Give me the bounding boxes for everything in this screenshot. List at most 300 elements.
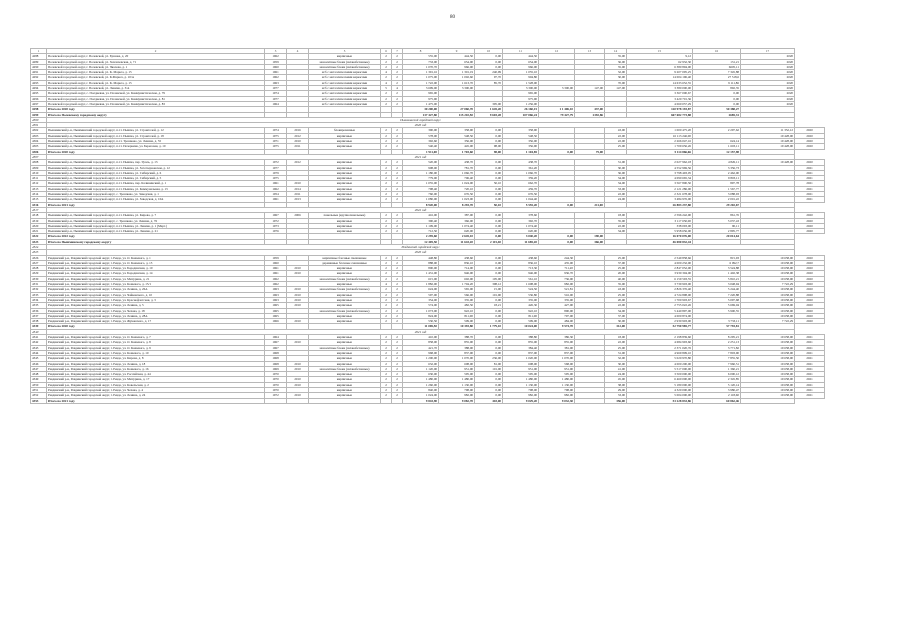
table-cell: 0,00 <box>475 372 503 377</box>
table-cell: Ревдинский р-н, Ревдинский городской округ, г. Ревда, ул. О. Кошевого, д. 13 <box>47 260 265 265</box>
table-cell: 9 082,70 <box>439 398 475 403</box>
table-cell: 1 066,70 <box>439 170 475 175</box>
table-cell: 0,00 <box>475 128 503 133</box>
table-cell: 0,00 <box>475 59 503 64</box>
table-cell: 0,00 <box>475 234 503 239</box>
table-cell: 2 371 020,76 <box>627 345 693 350</box>
table-cell: 1 200,00 <box>403 356 439 361</box>
column-header: 8 <box>403 49 439 54</box>
table-cell: 2 <box>381 133 392 138</box>
table-cell: 19 658,00 <box>741 356 795 361</box>
table-cell: 4322 <box>31 234 47 239</box>
table-cell: 602,00 <box>439 276 475 281</box>
table-cell: 3 300,00 <box>439 86 475 91</box>
table-cell: 2 <box>392 292 403 297</box>
table-cell: кирпичные блочные смешанные <box>309 255 381 260</box>
table-cell: 0,00 <box>475 133 503 138</box>
table-cell: 2 <box>392 361 403 366</box>
table-cell: 2 <box>381 350 392 355</box>
table-cell: 908,00 <box>403 165 439 170</box>
table-cell: 1 024,00 <box>439 181 475 186</box>
table-cell: 2021 <box>795 197 825 202</box>
table-cell: 36,00 <box>605 59 627 64</box>
table-cell: 236,00 <box>475 356 503 361</box>
table-cell: 516,00 <box>539 292 575 297</box>
table-cell: 855,00 <box>503 340 539 345</box>
table-cell: 5 517 000,00 <box>627 366 693 371</box>
table-cell: Ревдинский р-н, Ревдинский городской округ, г. Ревда, ул. Ковельская, д. 2 <box>47 382 265 387</box>
table-cell: 115 210,50 <box>439 112 475 117</box>
table-cell: Полевской городской округ, г. Полевской, ул. К. Маркса, д. 15 <box>47 70 265 75</box>
row-number: 4307 <box>31 154 47 159</box>
table-cell: 50 388,27 <box>693 107 741 112</box>
table-cell: 2 <box>381 144 392 149</box>
table-cell: 837,00 <box>503 350 539 355</box>
table-cell: 4 <box>381 70 392 75</box>
table-cell: 1 475,00 <box>403 101 439 106</box>
table-cell: 22,00 <box>605 340 627 345</box>
table-cell: 2020 <box>795 255 825 260</box>
table-cell: 4335 <box>31 303 47 308</box>
table-cell: 548,50 <box>503 133 539 138</box>
table-cell: 1 480,00 <box>503 377 539 382</box>
table-cell: 22,00 <box>605 223 627 228</box>
table-cell: 662,70 <box>503 181 539 186</box>
table-cell: Полевской городской округ, с. Полдневая, ул. Полевской, ул. Коммунистическая, д. 79 <box>47 91 265 96</box>
table-cell: 0,00 <box>693 91 741 96</box>
table-cell: Пышминский р-н, Пышминский городской округ, п.г.т. Пышма, ул. Строителей, д. 18 <box>47 133 265 138</box>
table-cell: кирпичные <box>309 393 381 398</box>
table-cell: 509,00 <box>503 319 539 324</box>
table-cell: 2 118,60 <box>693 393 741 398</box>
table-cell: 2 <box>392 160 403 165</box>
table-cell: 22,00 <box>605 139 627 144</box>
table-cell: 482,50 <box>439 303 475 308</box>
table-cell: 0,00 <box>475 170 503 175</box>
table-cell: 33,00 <box>605 186 627 191</box>
table-cell: 0,00 <box>475 186 503 191</box>
table-cell: 2 <box>381 276 392 281</box>
table-cell: 45,00 <box>605 377 627 382</box>
table-cell: кирпичные <box>309 139 381 144</box>
table-cell: 4353 <box>31 398 47 403</box>
table-cell: 2 <box>381 271 392 276</box>
table-cell: 2020 <box>795 292 825 297</box>
table-cell: 1 074,40 <box>503 223 539 228</box>
table-cell: 35,00 <box>605 64 627 69</box>
table-cell: 2 596 242,90 <box>627 213 693 218</box>
table-cell: 4294 <box>31 86 47 91</box>
table-cell <box>287 398 309 403</box>
table-cell: 147,00 <box>575 86 605 91</box>
table-cell <box>265 398 287 403</box>
year-title: 2020 год <box>47 123 795 128</box>
table-cell: 1 608,00 <box>503 282 539 287</box>
table-cell: Полевской городской округ, г. Полевской, ул. Ершова, д. 20 <box>47 54 265 59</box>
table-cell: 7 855,50 <box>693 356 741 361</box>
table-cell: 1962 <box>265 282 287 287</box>
table-cell: 608,00 <box>439 361 475 366</box>
table-cell: 15,00 <box>475 287 503 292</box>
table-cell: Пышминский р-н, Пышминский городской округ, п.г.т. Пышма, ул. Строителей, д. 12 <box>47 128 265 133</box>
housing-register-table <box>30 48 825 404</box>
table-cell: 1961 <box>265 266 287 271</box>
table-cell: Итого по Пышминскому городскому округу <box>47 239 265 244</box>
table-cell: 1954 <box>265 192 287 197</box>
table-cell: 1 645,20 <box>475 107 503 112</box>
table-cell: 359,20 <box>503 176 539 181</box>
table-cell: Пышминский р-н, Пышминский городской округ, п.г.т. Печеркина, ул. Береговая, д. 10 <box>47 144 265 149</box>
table-cell: Пышминский р-н, Пышминский городской округ, п.г.т. Пышма, ул. Коммунальная, д. 13 <box>47 186 265 191</box>
table-cell: 1 360,21 <box>693 366 741 371</box>
table-cell: 1961 <box>265 197 287 202</box>
column-header: 7 <box>392 49 403 54</box>
table-cell: 105,00 <box>475 276 503 281</box>
table-cell: 9 843,90 <box>403 398 439 403</box>
table-cell: кирпичные <box>309 292 381 297</box>
table-cell: Ревдинский р-н, Ревдинский городской округ, г. Ревда, ул. О. Кошевого, д. 1 <box>47 255 265 260</box>
table-cell: 4303 <box>31 133 47 138</box>
table-cell: 18,00 <box>605 335 627 340</box>
table-cell: 0,00 <box>475 313 503 318</box>
table-cell: 620,00 <box>439 229 475 234</box>
table-cell: 2 321 678,00 <box>627 192 693 197</box>
table-cell: 2 <box>392 186 403 191</box>
column-header: 5 <box>309 49 381 54</box>
table-cell: 2 <box>381 139 392 144</box>
column-header: 13 <box>575 49 605 54</box>
table-cell: 2021 <box>795 361 825 366</box>
table-cell: 60 862,46 <box>693 398 741 403</box>
table-cell: 410,00 <box>403 335 439 340</box>
table-cell: Пышминский р-н, Пышминский городской округ, с. Трошково, ул. Заводская, д. 1 <box>47 192 265 197</box>
table-cell: Ревдинский р-н, Ревдинский городской округ, г. Ревда, ул. Российская, д. 44 <box>47 372 265 377</box>
table-cell: 2021 <box>795 356 825 361</box>
table-cell: 3 356,73 <box>693 165 741 170</box>
table-cell: 1977 <box>265 165 287 170</box>
table-cell: 2 <box>381 313 392 318</box>
table-cell: 1979 <box>265 170 287 175</box>
table-cell: 936,70 <box>539 271 575 276</box>
table-cell: 2 <box>381 260 392 265</box>
table-cell: 5 669,04 <box>693 303 741 308</box>
table-cell: 3 300,00 <box>503 86 539 91</box>
table-cell: 2020 <box>741 91 795 96</box>
table-cell: 2021 <box>795 382 825 387</box>
table-cell: 975,90 <box>503 96 539 101</box>
table-cell: 798,00 <box>439 388 475 393</box>
table-cell: 34,00 <box>605 308 627 313</box>
table-cell: 16 113 246,00 <box>627 133 693 138</box>
table-cell: монолитные блоки (шлакобетонные) <box>309 287 381 292</box>
table-cell: 2010 <box>287 319 309 324</box>
table-cell: 2012 <box>287 160 309 165</box>
row-number: 4300 <box>31 117 47 122</box>
table-cell: 2 <box>381 340 392 345</box>
table-cell: 35,00 <box>605 282 627 287</box>
table-cell: 4 <box>392 86 403 91</box>
table-cell: 1 480,00 <box>439 377 475 382</box>
table-cell: Итого по 2020 году <box>47 107 265 112</box>
table-cell: 444,50 <box>439 54 475 59</box>
table-cell: 2020 <box>795 139 825 144</box>
table-cell: 1 911,00 <box>403 149 439 154</box>
table-cell: 2006 <box>287 213 309 218</box>
table-cell: 5 114 866,66 <box>627 149 693 154</box>
table-cell: 1 704,20 <box>439 282 475 287</box>
column-header: 1 <box>31 49 47 54</box>
table-cell: 2014 <box>287 186 309 191</box>
table-cell: 2020 <box>741 54 795 59</box>
table-cell: 2 <box>381 255 392 260</box>
table-cell: 4306 <box>31 149 47 154</box>
column-header: 3 <box>265 49 287 54</box>
table-cell: 11 685,20 <box>503 239 539 244</box>
table-cell: 1972 <box>265 160 287 165</box>
table-cell: 312,00 <box>605 324 627 329</box>
table-cell: 2392,86 <box>575 112 605 117</box>
table-cell: 1973 <box>265 223 287 228</box>
table-cell: 398,12 <box>475 282 503 287</box>
table-cell: 5 958 656,00 <box>627 229 693 234</box>
table-cell: 2 266 047,16 <box>627 139 693 144</box>
table-cell: ж/б с металлическими каркасами <box>309 75 381 80</box>
table-cell: 27 518,6 <box>693 75 741 80</box>
table-cell: 81,00 <box>475 361 503 366</box>
table-cell: 1 070,00 <box>439 356 475 361</box>
table-cell: 4290 <box>31 64 47 69</box>
table-cell: ж/б с металлическими каркасами <box>309 91 381 96</box>
table-cell: 2 <box>381 229 392 234</box>
table-cell: панельные (крупнопанельные) <box>309 213 381 218</box>
table-cell: 615,00 <box>403 276 439 281</box>
table-cell: 426,30 <box>503 303 539 308</box>
table-cell: 1 301,19 <box>439 70 475 75</box>
table-cell: 2010 <box>287 393 309 398</box>
table-cell: 2 <box>381 186 392 191</box>
table-cell: 19 658,00 <box>741 308 795 313</box>
table-cell: 2 <box>381 160 392 165</box>
table-cell: 4338 <box>31 319 47 324</box>
table-cell: 760,00 <box>403 192 439 197</box>
table-cell: 1972 <box>265 393 287 398</box>
table-cell: 3 367 000,67 <box>627 91 693 96</box>
table-cell: 2 <box>392 91 403 96</box>
table-cell: 837,00 <box>539 350 575 355</box>
table-cell: 2 <box>381 64 392 69</box>
table-cell: 982,00 <box>503 393 539 398</box>
table-cell: 388,80 <box>503 335 539 340</box>
table-cell: 800,00 <box>403 266 439 271</box>
table-cell: 2 <box>392 366 403 371</box>
table-cell: 4334 <box>31 297 47 302</box>
table-cell: 2010 <box>287 382 309 387</box>
table-cell: 890,00 <box>539 308 575 313</box>
table-cell: 356,00 <box>503 139 539 144</box>
table-cell: Ревдинский р-н, Ревдинский городской округ, г. Ревда, ул. Кошевого, д. 16 <box>47 366 265 371</box>
table-cell: 427,00 <box>539 303 575 308</box>
table-cell: 4313 <box>31 186 47 191</box>
table-cell: 8 295,21 <box>693 335 741 340</box>
table-cell: 7 220,88 <box>693 292 741 297</box>
table-cell: 0,00 <box>475 335 503 340</box>
table-cell: 2021 <box>795 366 825 371</box>
table-cell: 2021 <box>795 165 825 170</box>
table-cell: 5 900,55 <box>693 308 741 313</box>
table-cell: ж/б с металлическими каркасами <box>309 96 381 101</box>
table-cell: 3 524,88 <box>693 266 741 271</box>
table-cell: 14 633 652,55 <box>627 80 693 85</box>
table-cell: 29 202,67 <box>693 202 741 207</box>
table-cell: 0,00 <box>475 266 503 271</box>
table-cell: 2010 <box>287 366 309 371</box>
table-cell: 0,00 <box>475 218 503 223</box>
table-cell: 421,70 <box>403 345 439 350</box>
table-cell: 4288 <box>31 54 47 59</box>
table-cell: Ревдинский р-н, Ревдинский городской округ, г. Ревда, ул. Мичурина, д. 21 <box>47 276 265 281</box>
table-cell: 3 500 000,00 <box>627 372 693 377</box>
table-cell: 1963 <box>265 287 287 292</box>
table-cell: 37,00 <box>605 313 627 318</box>
table-cell: Ревдинский р-н, Ревдинский городской округ, г. Ревда, ул. Чайковского, д. 10 <box>47 292 265 297</box>
table-cell: 520,00 <box>403 160 439 165</box>
table-cell: 2010 <box>287 303 309 308</box>
row-number: 4325 <box>31 250 47 255</box>
table-cell: 53 228 833,86 <box>627 398 693 403</box>
table-cell: 2011 <box>287 192 309 197</box>
table-cell: 30,00 <box>605 75 627 80</box>
table-cell: кирпичные <box>309 297 381 302</box>
table-cell: 2 <box>392 139 403 144</box>
table-cell: кирпичные <box>309 165 381 170</box>
table-cell: Итого по Полевскому городскому округу <box>47 112 265 117</box>
table-cell: 366,00 <box>575 239 605 244</box>
table-cell: 0,00 <box>475 377 503 382</box>
table-cell: монолитные блоки (шлакобетонные) <box>309 308 381 313</box>
table-cell: 358,90 <box>503 128 539 133</box>
table-cell: 33,00 <box>605 393 627 398</box>
table-cell: 31,00 <box>605 350 627 355</box>
table-cell: 654,00 <box>439 59 475 64</box>
table-cell: 1 074,40 <box>439 223 475 228</box>
table-cell: 101,90 <box>475 292 503 297</box>
table-cell: 2010 <box>287 292 309 297</box>
table-cell: 2 198 839,60 <box>627 335 693 340</box>
table-cell: 11 352,12 <box>741 128 795 133</box>
table-cell: блокированные <box>309 128 381 133</box>
table-cell: 438,70 <box>439 160 475 165</box>
table-cell: 4333 <box>31 292 47 297</box>
table-cell: 2 549 858,66 <box>627 255 693 260</box>
table-cell: 713,30 <box>503 266 539 271</box>
table-cell: 561,10 <box>503 276 539 281</box>
table-cell: 4305 <box>31 144 47 149</box>
table-cell: 555,00 <box>403 54 439 59</box>
table-cell: 85,70 <box>475 80 503 85</box>
table-cell: 22,00 <box>605 133 627 138</box>
table-cell: 3 567 800,50 <box>627 181 693 186</box>
table-cell: 2 <box>381 287 392 292</box>
table-cell: 4296 <box>31 96 47 101</box>
table-cell: Ревдинский р-н, Ревдинский городской округ, г. Ревда, ул. Бородинская, д. 14 <box>47 271 265 276</box>
table-cell: 951,00 <box>503 366 539 371</box>
table-cell: 888,00 <box>403 260 439 265</box>
table-cell: 2020 <box>795 223 825 228</box>
table-cell: кирпичные <box>309 372 381 377</box>
table-cell: 11 643,20 <box>439 239 475 244</box>
table-cell: 904,80 <box>503 75 539 80</box>
table-cell: 12 405,50 <box>403 239 439 244</box>
table-cell: 19 658,00 <box>741 297 795 302</box>
table-cell: 1963 <box>265 80 287 85</box>
table-cell: 4326 <box>31 255 47 260</box>
table-cell: монолитные блоки (шлакобетонные) <box>309 366 381 371</box>
table-cell: 1965 <box>265 303 287 308</box>
table-cell: деревянные блочные смешанные <box>309 260 381 265</box>
table-cell: 1965 <box>265 313 287 318</box>
table-cell: 530,50 <box>403 319 439 324</box>
table-cell: 9 111,86 <box>693 80 741 85</box>
table-cell: 2020 <box>795 133 825 138</box>
table-cell: 836,10 <box>503 260 539 265</box>
table-cell: 2 295,60 <box>403 234 439 239</box>
table-cell: ж/б с металлическими каркасами <box>309 70 381 75</box>
table-cell: 2 <box>381 308 392 313</box>
table-cell: 951,00 <box>439 366 475 371</box>
table-cell: 19 658,00 <box>741 345 795 350</box>
table-cell: кирпичные <box>309 170 381 175</box>
table-cell: 18,21 <box>475 303 503 308</box>
table-cell: 2 <box>392 356 403 361</box>
table-cell: 4 000 232,00 <box>627 260 693 265</box>
table-cell: 1 130,00 <box>439 382 475 387</box>
table-cell: 9 574,70 <box>539 324 575 329</box>
table-cell: 2021 <box>795 345 825 350</box>
table-cell: 654,00 <box>503 59 539 64</box>
table-cell: 0,00 <box>475 260 503 265</box>
table-cell: 445,00 <box>439 144 475 149</box>
table-cell: 2020 <box>795 160 825 165</box>
column-header: 16 <box>693 49 741 54</box>
table-cell: 2 <box>392 101 403 106</box>
table-cell: 2020 <box>795 297 825 302</box>
table-cell: 1 000 475,20 <box>627 128 693 133</box>
table-cell: 4327 <box>31 260 47 265</box>
table-cell: Ревдинский р-н, Ревдинский городской округ, г. Ревда, ул. О. Кошевого, д. 9 <box>47 345 265 350</box>
table-cell: 2021 <box>795 181 825 186</box>
table-cell: 861,76 <box>693 213 741 218</box>
table-cell: 1970 <box>265 377 287 382</box>
table-cell: 4298 <box>31 107 47 112</box>
table-cell: 1975 <box>265 144 287 149</box>
table-cell: 1 722,00 <box>403 80 439 85</box>
table-cell: 2010 <box>287 181 309 186</box>
table-cell: 24,00 <box>605 372 627 377</box>
table-cell: кирпичные <box>309 133 381 138</box>
table-cell: 5 440 897,00 <box>627 308 693 313</box>
table-cell <box>381 398 392 403</box>
table-cell: 1968 <box>265 356 287 361</box>
table-cell: 1975 <box>265 176 287 181</box>
table-cell: 0,00 <box>475 192 503 197</box>
table-cell: 19 658,00 <box>741 303 795 308</box>
table-cell: 50,10 <box>475 202 503 207</box>
table-cell: кирпичные <box>309 313 381 318</box>
table-cell: 26 883 237,80 <box>627 202 693 207</box>
table-cell: 70,00 <box>605 80 627 85</box>
table-cell: 1976 <box>265 229 287 234</box>
table-cell: 2 <box>392 377 403 382</box>
